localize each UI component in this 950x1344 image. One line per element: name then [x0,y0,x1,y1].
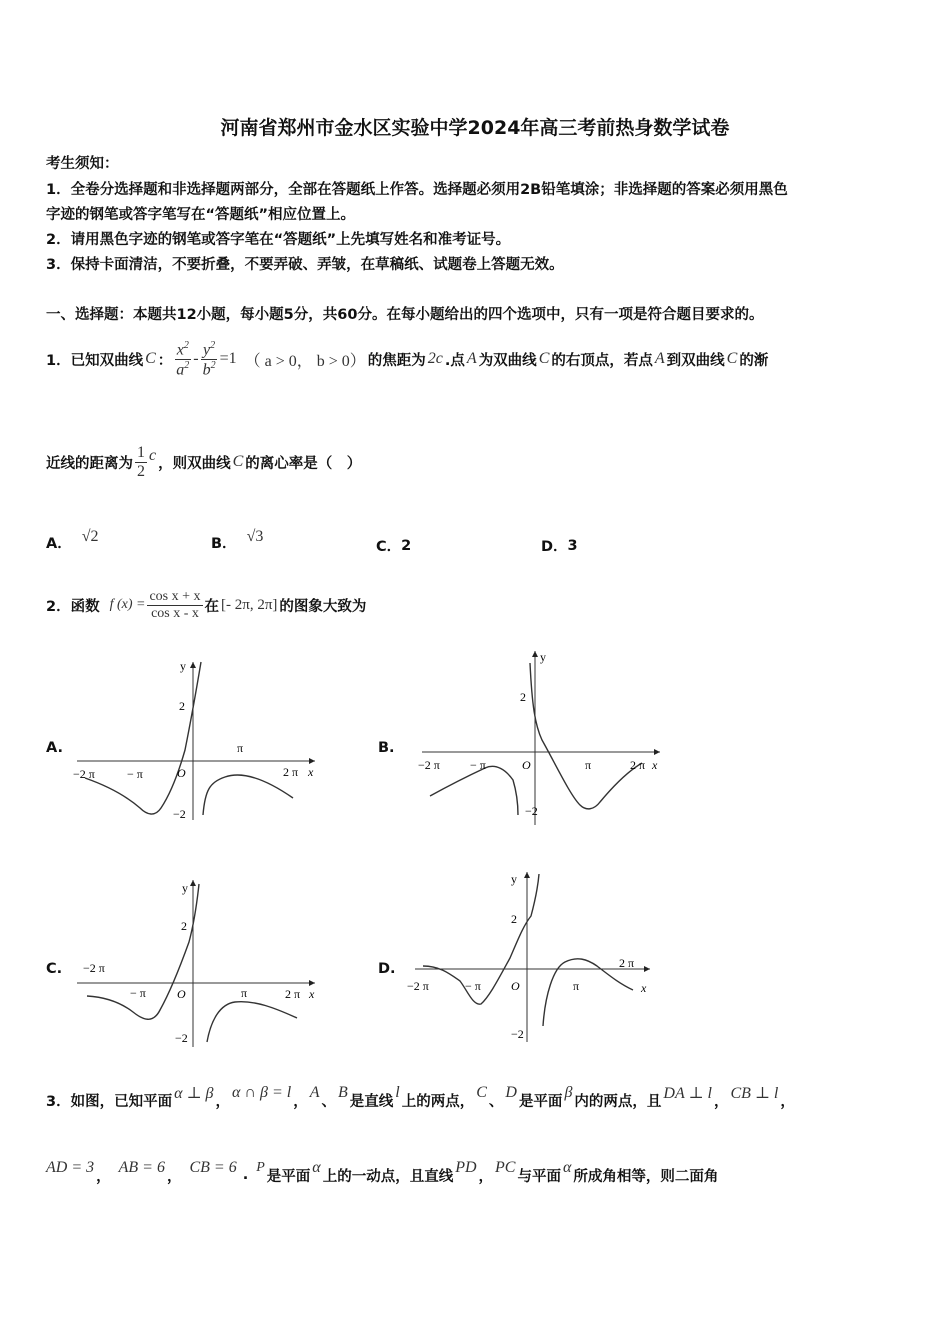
option-a-value: √2 [81,527,99,545]
y-bottom-label: −2 [173,807,186,821]
x-mid-label: − π [470,758,486,772]
y-top-label: 2 [520,690,526,704]
curve-right [203,775,293,815]
question-3-line-2: AD = 3 ， AB = 6 ， CB = 6 . P 是平面 α 上的一动点，且直线 PD ， PC 与平面 α 所成角相等，则二面角 [46,1159,719,1185]
q1-text-9: ，则双曲线 [158,455,231,472]
notice-line-1b: 字迹的钢笔或答字笔写在“答题纸”相应位置上。 [46,207,356,223]
y-label: y [511,872,517,886]
q1-colon: ： [157,352,173,369]
q3-m17: PC [495,1159,516,1176]
q2-text-1: 2．函数 [46,598,100,615]
curve-right [530,663,642,809]
y-top-label: 2 [181,919,187,933]
question-3-line-1: 3．如图，已知平面 α ⊥ β ， α ∩ β = l ， A 、 B 是直线 l 上的两点， C 、 D 是平面 β 内的两点，且 DA ⊥ l ， CB ⊥ l ， [46,1084,795,1110]
graph-b[interactable] [410,645,670,830]
option-c-value: 2 [401,537,412,554]
graph-d-label[interactable]: D. [378,961,396,977]
question-1-line-2 [46,440,361,484]
q2-text-3: 的图象大致为 [279,598,367,615]
q1-minus: - [193,350,199,367]
y-bottom-label: −2 [525,804,538,818]
x-right-label: 2 π [630,758,646,772]
q3-m8: β [564,1084,573,1101]
y-bottom-label: −2 [175,1031,188,1045]
graph-d[interactable] [405,866,665,1048]
q1-text-6: 到双曲线 [666,352,725,369]
q3-m16: PD [455,1159,477,1176]
q1-option-c[interactable]: C． 2 [376,537,412,555]
q1-option-a[interactable]: A． √2 [46,527,99,552]
origin-label: O [511,979,520,993]
pi-label: π [585,758,592,772]
q3-m15-2: α [562,1159,572,1176]
q1-half: $\frac{1}{2}$ [137,443,145,480]
q1-2c: 2c [427,350,443,367]
x-left-label: −2 π [407,979,429,993]
y-label: y [182,881,188,895]
q3-m12: AB = 6 [118,1159,165,1176]
curve-left [423,874,539,1004]
x-mid-label: − π [127,767,143,781]
x-label: x [309,987,315,1001]
y-label: y [180,659,186,673]
q1-C-4: C [232,453,244,470]
q3-m6: C [476,1084,487,1101]
q3-m15: α [312,1159,321,1176]
x-label: x [641,981,647,995]
origin-label: O [177,766,186,780]
q1-option-d[interactable]: D． 3 [541,537,578,555]
y-top-label: 2 [511,912,517,926]
graph-a-label[interactable]: A. [46,740,63,756]
x-right-label: 2 π [283,765,299,779]
notice-line-1a: 1．全卷分选择题和非选择题两部分，全部在答题纸上作答。选择题必须用2B铅笔填涂；非选择题的答案必须用黑色 [46,182,788,198]
q3-m2: α ∩ β = l [232,1084,292,1101]
y-top-label: 2 [179,699,185,713]
q2-fx: f (x) = [109,597,146,612]
q3-m10: CB ⊥ l [730,1085,779,1102]
graph-c[interactable] [65,872,335,1052]
notice-line-3: 3．保持卡面清洁，不要折叠，不要弄破、弄皱，在草稿纸、试题卷上答题无效。 [46,257,564,273]
q1-c: c [149,447,157,464]
curve-right [207,1002,297,1042]
q2-text-2: 在 [204,598,220,615]
q1-text-8: 近线的距离为 [46,455,133,472]
q1-C-2: C [538,350,550,367]
x-left-label: −2 π [83,961,105,975]
question-2 [46,583,366,627]
q1-fraction-y: $\frac{y^2}{b^2}$ [202,339,216,378]
q2-fraction: $\frac{\text{cos x + x}}{\text{cos x - x}}$ [149,589,201,621]
q1-condition: （ a > 0， b > 0） [244,352,366,370]
q3-m11: AD = 3 [46,1159,95,1176]
q1-text-2: 的焦距为 [367,352,426,369]
q3-m13: CB = 6 [189,1159,237,1176]
q1-text-3: .点 [444,352,465,369]
curve-left [85,662,201,814]
q2-interval: [- 2π, 2π] [221,596,278,613]
q3-m1: α ⊥ β [174,1085,214,1102]
pi-label: π [241,986,248,1000]
curve-left [430,766,518,815]
q3-m3: A [309,1084,320,1101]
q1-C-3: C [726,350,738,367]
graph-c-label[interactable]: C. [46,961,63,977]
question-1-line-1 [46,339,768,379]
q3-m7: D [505,1084,517,1101]
q1-C: C [145,350,156,367]
option-b-value: √3 [246,527,264,545]
page-title: 河南省郑州市金水区实验中学2024年高三考前热身数学试卷 [220,117,730,139]
x-right-label: 2 π [285,987,301,1001]
pi-label: π [237,741,244,755]
q3-text-1: 3．如图，已知平面 [46,1093,173,1110]
q1-text-5: 的右顶点，若点 [551,352,653,369]
q1-text-10: 的离心率是（ ） [245,455,362,472]
y-bottom-label: −2 [511,1027,524,1041]
origin-label: O [177,987,186,1001]
q1-text-7: 的渐 [739,352,769,369]
q1-option-b[interactable]: B． √3 [211,527,264,552]
graph-a[interactable] [65,650,335,830]
x-mid-label: − π [465,979,481,993]
x-label: x [652,758,658,772]
x-mid-label: − π [130,986,146,1000]
q1-text-4: 为双曲线 [478,352,537,369]
notice-line-2: 2．请用黑色字迹的钢笔或答字笔在“答题纸”上先填写姓名和准考证号。 [46,232,511,248]
origin-label: O [522,758,531,772]
q3-m4: B [337,1084,348,1101]
q1-eq1: =1 [219,350,237,367]
q3-m14: P [256,1160,265,1175]
q3-m5: l [395,1084,400,1101]
y-label: y [540,650,546,664]
x-left-label: −2 π [418,758,440,772]
x-right-label: 2 π [619,956,635,970]
q1-text-1: 1．已知双曲线 [46,352,144,369]
q1-A-2: A [654,350,665,367]
graph-b-label[interactable]: B. [378,740,395,756]
q3-m9: DA ⊥ l [663,1085,712,1102]
notice-heading: 考生须知： [46,156,119,172]
pi-label: π [573,979,580,993]
x-label: x [308,765,314,779]
section-heading: 一、选择题：本题共12小题，每小题5分，共60分。在每小题给出的四个选项中，只有一项是符合题目要求的。 [46,307,764,323]
option-d-value: 3 [567,537,578,554]
q1-fraction-x: $\frac{x^2}{a^2}$ [176,339,190,378]
q1-A: A [466,350,477,367]
x-left-label: −2 π [73,767,95,781]
